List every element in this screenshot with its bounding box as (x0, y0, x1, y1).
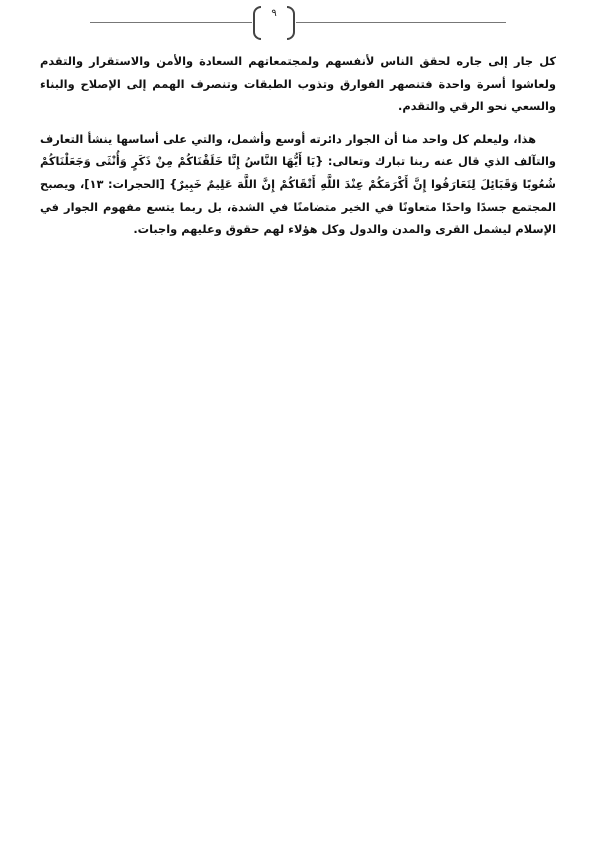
page-number-bracket-right (287, 6, 295, 40)
header-rule-left (90, 22, 252, 23)
page-number-bracket-left (253, 6, 261, 40)
page-header (0, 0, 596, 42)
paragraph-neighborhood: هذا، وليعلم كل واحد منا أن الجوار دائرته أوسع وأشمل، والتي على أساسها ينشأ التعارف والتآلف الذي قال عنه ربنا تبارك وتعالى: {يَا أَيُّهَا النَّاسُ إِنَّا خَلَقْنَاكُمْ مِنْ ذَكَرٍ وَأُنْثَى وَجَعَلْنَاكُمْ شُعُوبًا وَقَبَائِلَ لِتَعَارَفُوا إِنَّ أَكْرَمَكُمْ عِنْدَ اللَّهِ أَتْقَاكُمْ إِنَّ اللَّهَ عَلِيمٌ خَبِيرٌ} [الحجرات: ١٣]، ويصبح المجتمع جسدًا واحدًا متعاونًا في الخير متضامنًا في الشدة، بل ربما يتسع مفهوم الجوار في الإسلام ليشمل القرى والمدن والدول وكل هؤلاء لهم حقوق وعليهم واجبات. (40, 131, 556, 237)
body-text (40, 50, 556, 241)
header-rule-right (296, 22, 506, 23)
paragraph-continuation: كل جار إلى جاره لحقق الناس لأنفسهم ولمجتمعاتهم السعادة والأمن والاستقرار والتقدم ولعاشوا أسرة واحدة فتنصهر الفوارق وتذوب الطبقات وتنصرف الهمم إلى الإصلاح والبناء والسعي نحو الرقي والتقدم. (40, 54, 556, 114)
page-number: ٩ (271, 8, 277, 19)
